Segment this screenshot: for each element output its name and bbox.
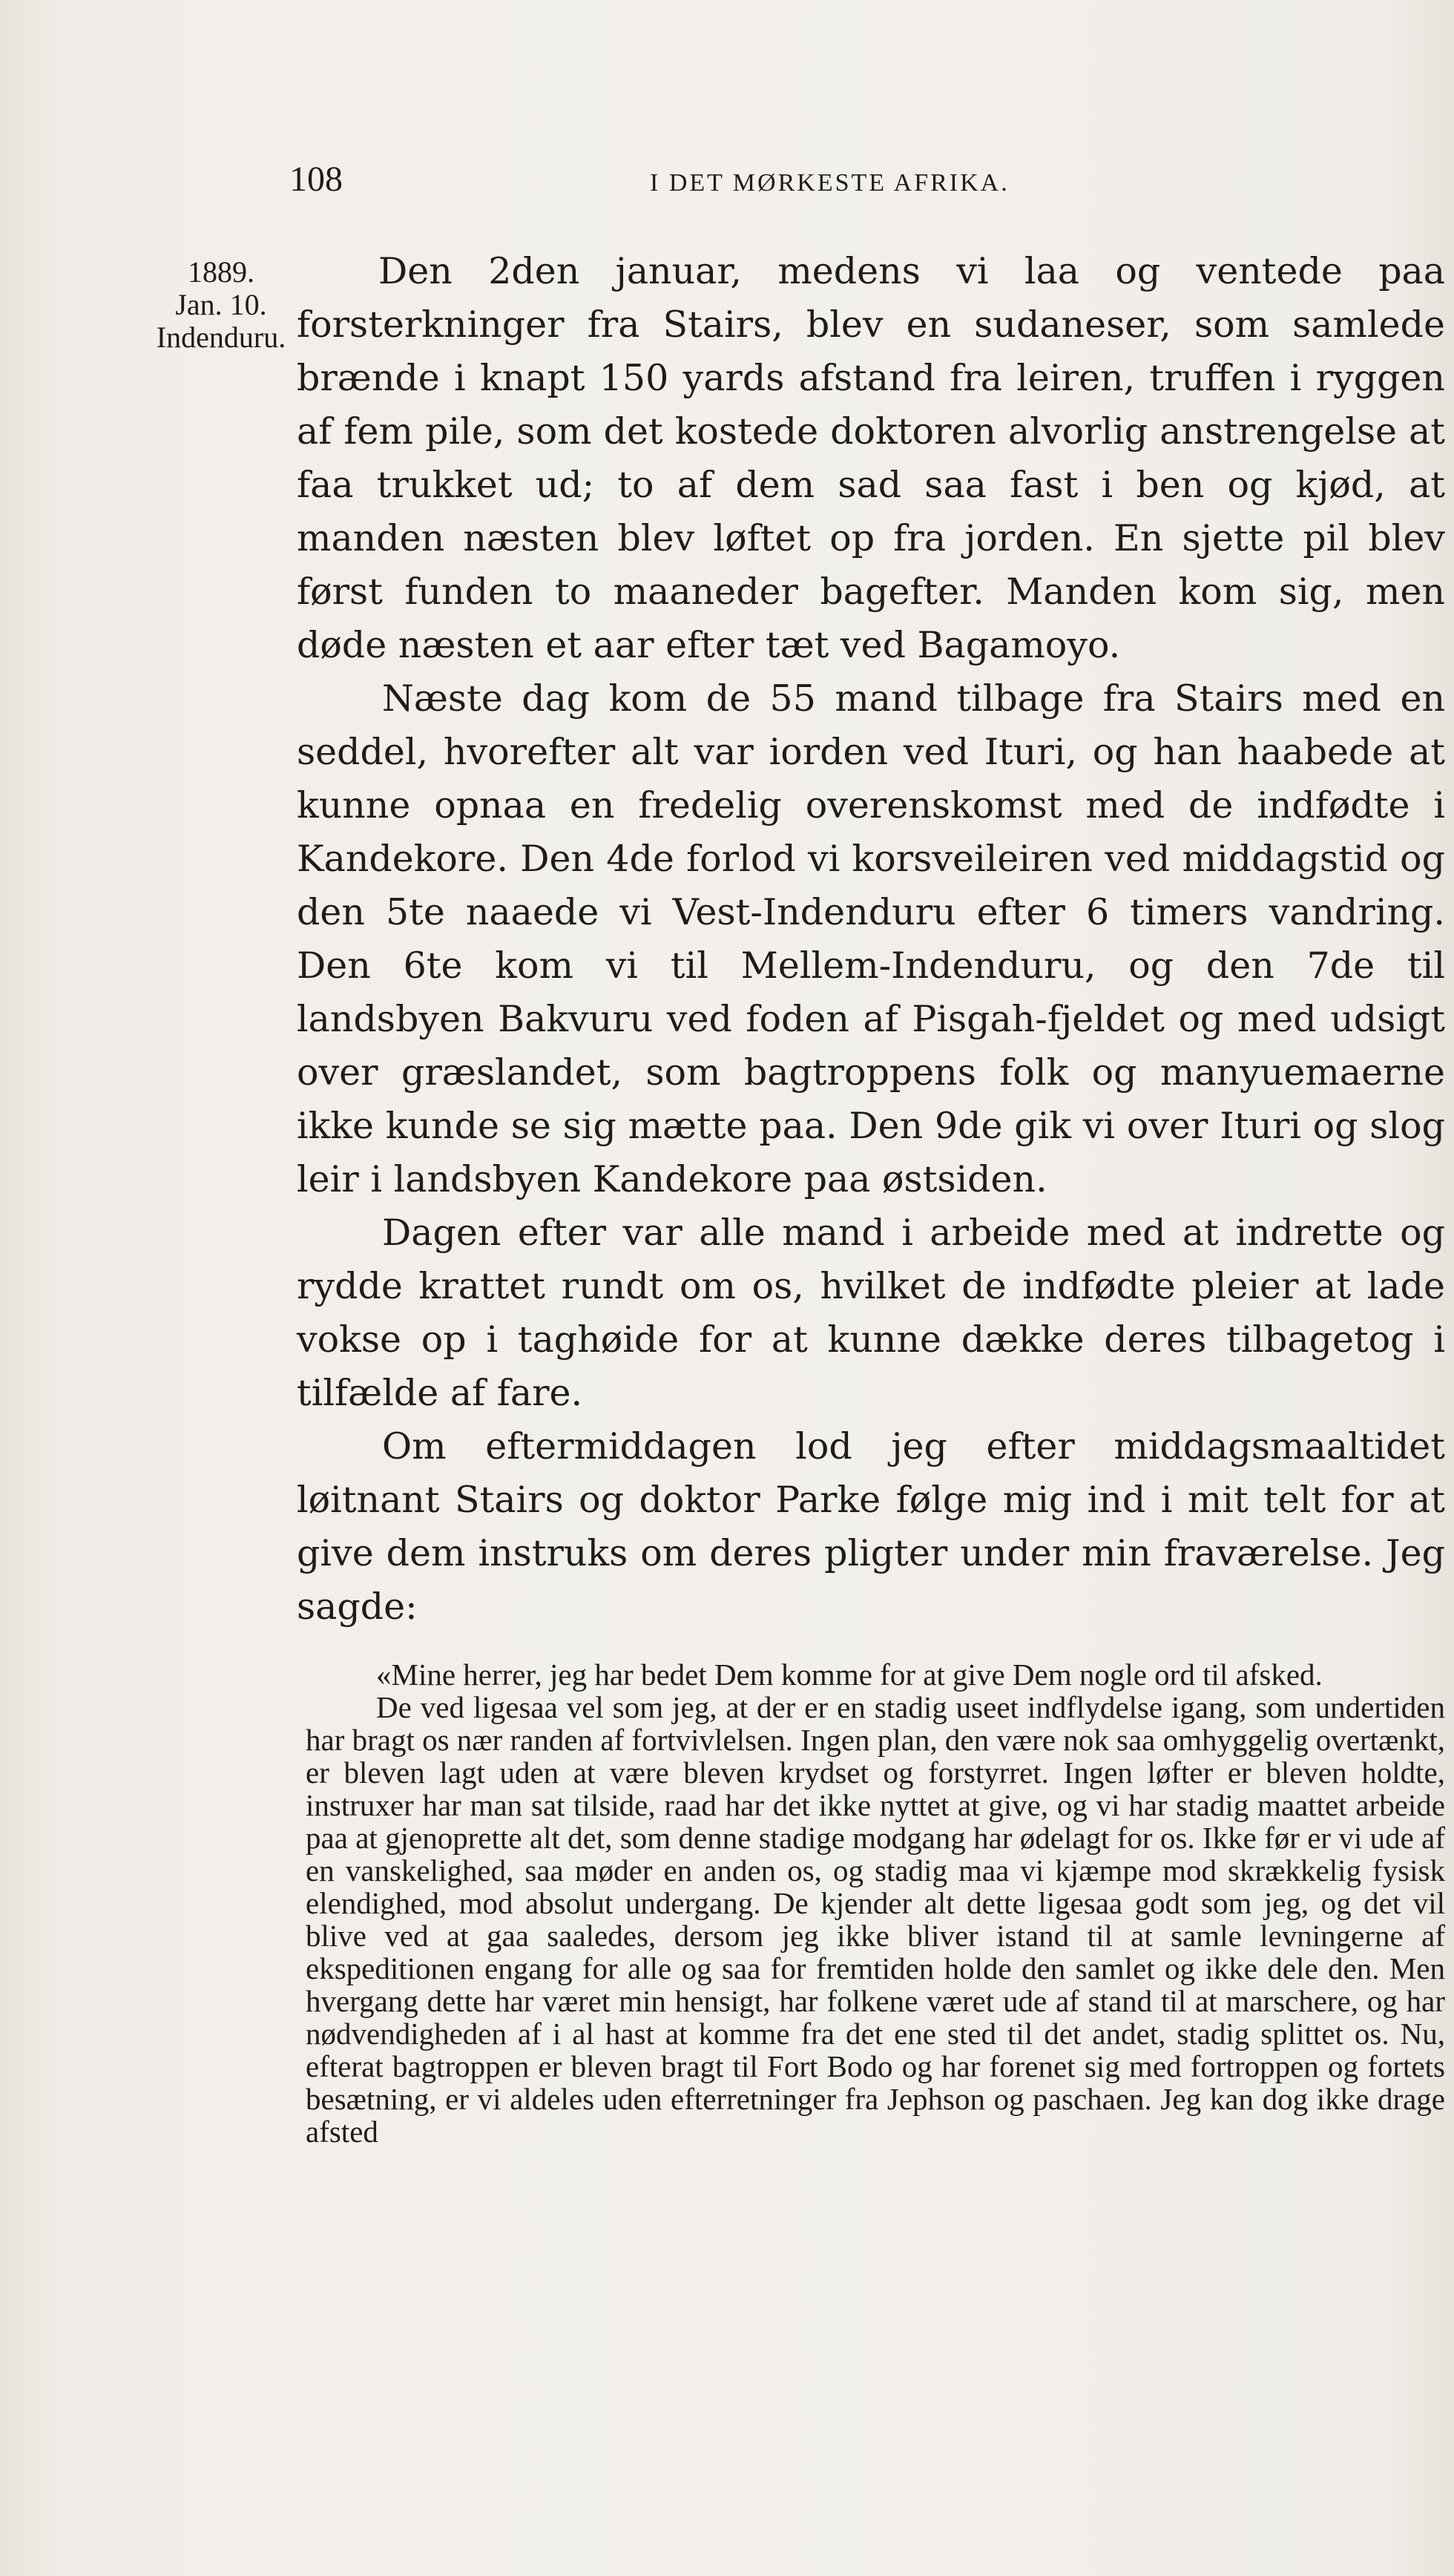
paragraph-4: Om eftermiddagen lod jeg efter middagsmaaltidet løitnant Stairs og doktor Parke følge mig ind i mit telt for at give dem instruks om deres pligter under min fraværelse. Jeg sagde: bbox=[297, 1425, 1445, 1628]
quote-paragraph-2: De ved ligesaa vel som jeg, at der er en stadig useet indflydelse igang, som undertiden har bragt os nær randen af fortvivlelsen. Ingen plan, den være nok saa omhyggelig overtænkt, er bleven lagt uden at være bleven krydset og forstyrret. Ingen løfter er bleven holdte, instruxer har man sat tilside, raad har det ikke nyttet at give, og vi har stadig maattet arbeide paa at gjenoprette alt det, som denne stadige modgang har ødelagt for os. Ikke før er vi ude af en vanskelighed, saa møder en anden os, og stadig maa vi kjæmpe mod skrækkelig fysisk elendighed, mod absolut undergang. De kjender alt dette ligesaa godt som jeg, og det vil blive ved at gaa saaledes, dersom jeg ikke bliver istand til at samle levningerne af ekspeditionen engang for alle og saa for fremtiden holde den samlet og ikke dele den. Men hvergang dette har været min hensigt, har folkene været ude af stand til at marschere, og har nødvendigheden af i al hast at komme fra det ene sted til det andet, stadig splittet os. Nu, efterat bagtroppen er bleven bragt til Fort Bodo og har forenet sig med fortroppen og fortets besætning, er vi aldeles uden efterretninger fra Jephson og paschaen. Jeg kan dog ikke drage afsted bbox=[306, 1690, 1445, 2149]
margin-date: Jan. 10. bbox=[175, 288, 267, 321]
running-title: I DET MØRKESTE AFRIKA. bbox=[650, 169, 1010, 197]
margin-place: Indenduru. bbox=[156, 321, 286, 354]
paragraph-3: Dagen efter var alle mand i arbeide med at indrette og rydde krattet rundt om os, hvilket de indfødte pleier at lade vokse op i taghøide for at kunne dække deres tilbagetog i tilfælde af fare. bbox=[297, 1212, 1445, 1414]
margin-year: 1889. bbox=[188, 255, 254, 289]
margin-date-note bbox=[143, 256, 299, 354]
paragraph-2: Næste dag kom de 55 mand tilbage fra Stairs med en seddel, hvorefter alt var iorden ved Ituri, og han haabede at kunne opnaa en fredelig overenskomst med de indfødte i Kandekore. Den 4de forlod vi korsveileiren ved middagstid og den 5te naaede vi Vest-Indenduru efter 6 timers vandring. Den 6te kom vi til Mellem-Indenduru, og den 7de til landsbyen Bakvuru ved foden af Pisgah-fjeldet og med udsigt over græslandet, som bagtroppens folk og manyuemaerne ikke kunde se sig mætte paa. Den 9de gik vi over Ituri og slog leir i landsbyen Kandekore paa østsiden. bbox=[297, 677, 1445, 1200]
page-number: 108 bbox=[289, 160, 343, 199]
block-quote bbox=[306, 1658, 1445, 2148]
paragraph-1: Den 2den januar, medens vi laa og ventede paa forsterkninger fra Stairs, blev en sudaneser, som samlede brænde i knapt 150 yards afstand fra leiren, truffen i ryggen af fem pile, som det kostede doktoren alvorlig anstrengelse at faa trukket ud; to af dem sad saa fast i ben og kjød, at manden næsten blev løftet op fra jorden. En sjette pil blev først funden to maaneder bagefter. Manden kom sig, men døde næsten et aar efter tæt ved Bagamoyo. bbox=[297, 250, 1445, 666]
main-text bbox=[297, 245, 1445, 1634]
quote-paragraph-1: «Mine herrer, jeg har bedet Dem komme for at give Dem nogle ord til afsked. bbox=[376, 1657, 1323, 1692]
